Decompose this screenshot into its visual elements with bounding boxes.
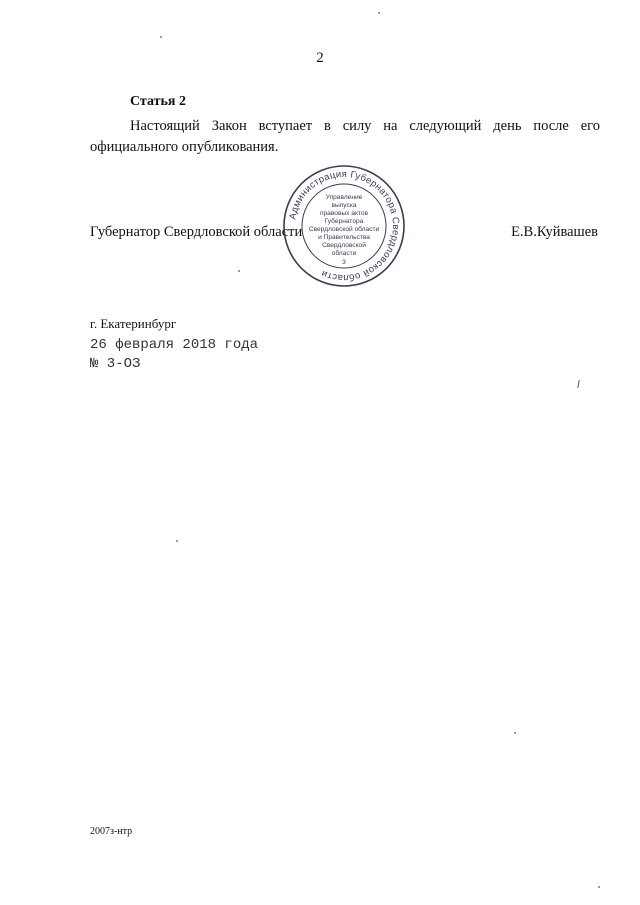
seal-line: выпуска — [331, 202, 357, 209]
seal-line: 3 — [342, 259, 346, 266]
scan-speck — [378, 12, 380, 14]
seal-line: Свердловской области — [308, 226, 380, 233]
seal-ring-text: Администрация Губернатора Свердловской области — [287, 168, 402, 284]
scan-mark — [577, 380, 579, 388]
scan-speck — [160, 36, 162, 38]
article-heading: Статья 2 — [130, 94, 186, 109]
scan-speck — [514, 732, 516, 734]
law-number: № 3-ОЗ — [90, 356, 141, 372]
scan-speck — [238, 270, 240, 272]
city-line: г. Екатеринбург — [90, 316, 177, 331]
signature-title: Губернатор Свердловской области — [90, 224, 303, 240]
seal-line: правовых актов — [319, 210, 369, 217]
official-seal — [282, 164, 406, 288]
footer-code: 2007з-нтр — [90, 826, 133, 837]
seal-line: и Правительства — [318, 234, 370, 241]
seal-line: Управление — [325, 194, 363, 201]
seal-line: Свердловской — [322, 242, 366, 249]
scan-speck — [176, 540, 178, 542]
scan-speck — [598, 886, 600, 888]
date-line: 26 февраля 2018 года — [90, 337, 259, 353]
seal-graphic — [282, 164, 406, 288]
signature-name: Е.В.Куйвашев — [511, 224, 598, 240]
seal-line: области — [331, 250, 357, 257]
page-number: 2 — [316, 50, 324, 66]
article-text: Настоящий Закон вступает в силу на следующий день после его официального опубликования. — [90, 118, 600, 155]
seal-line: Губернатора — [324, 218, 364, 225]
